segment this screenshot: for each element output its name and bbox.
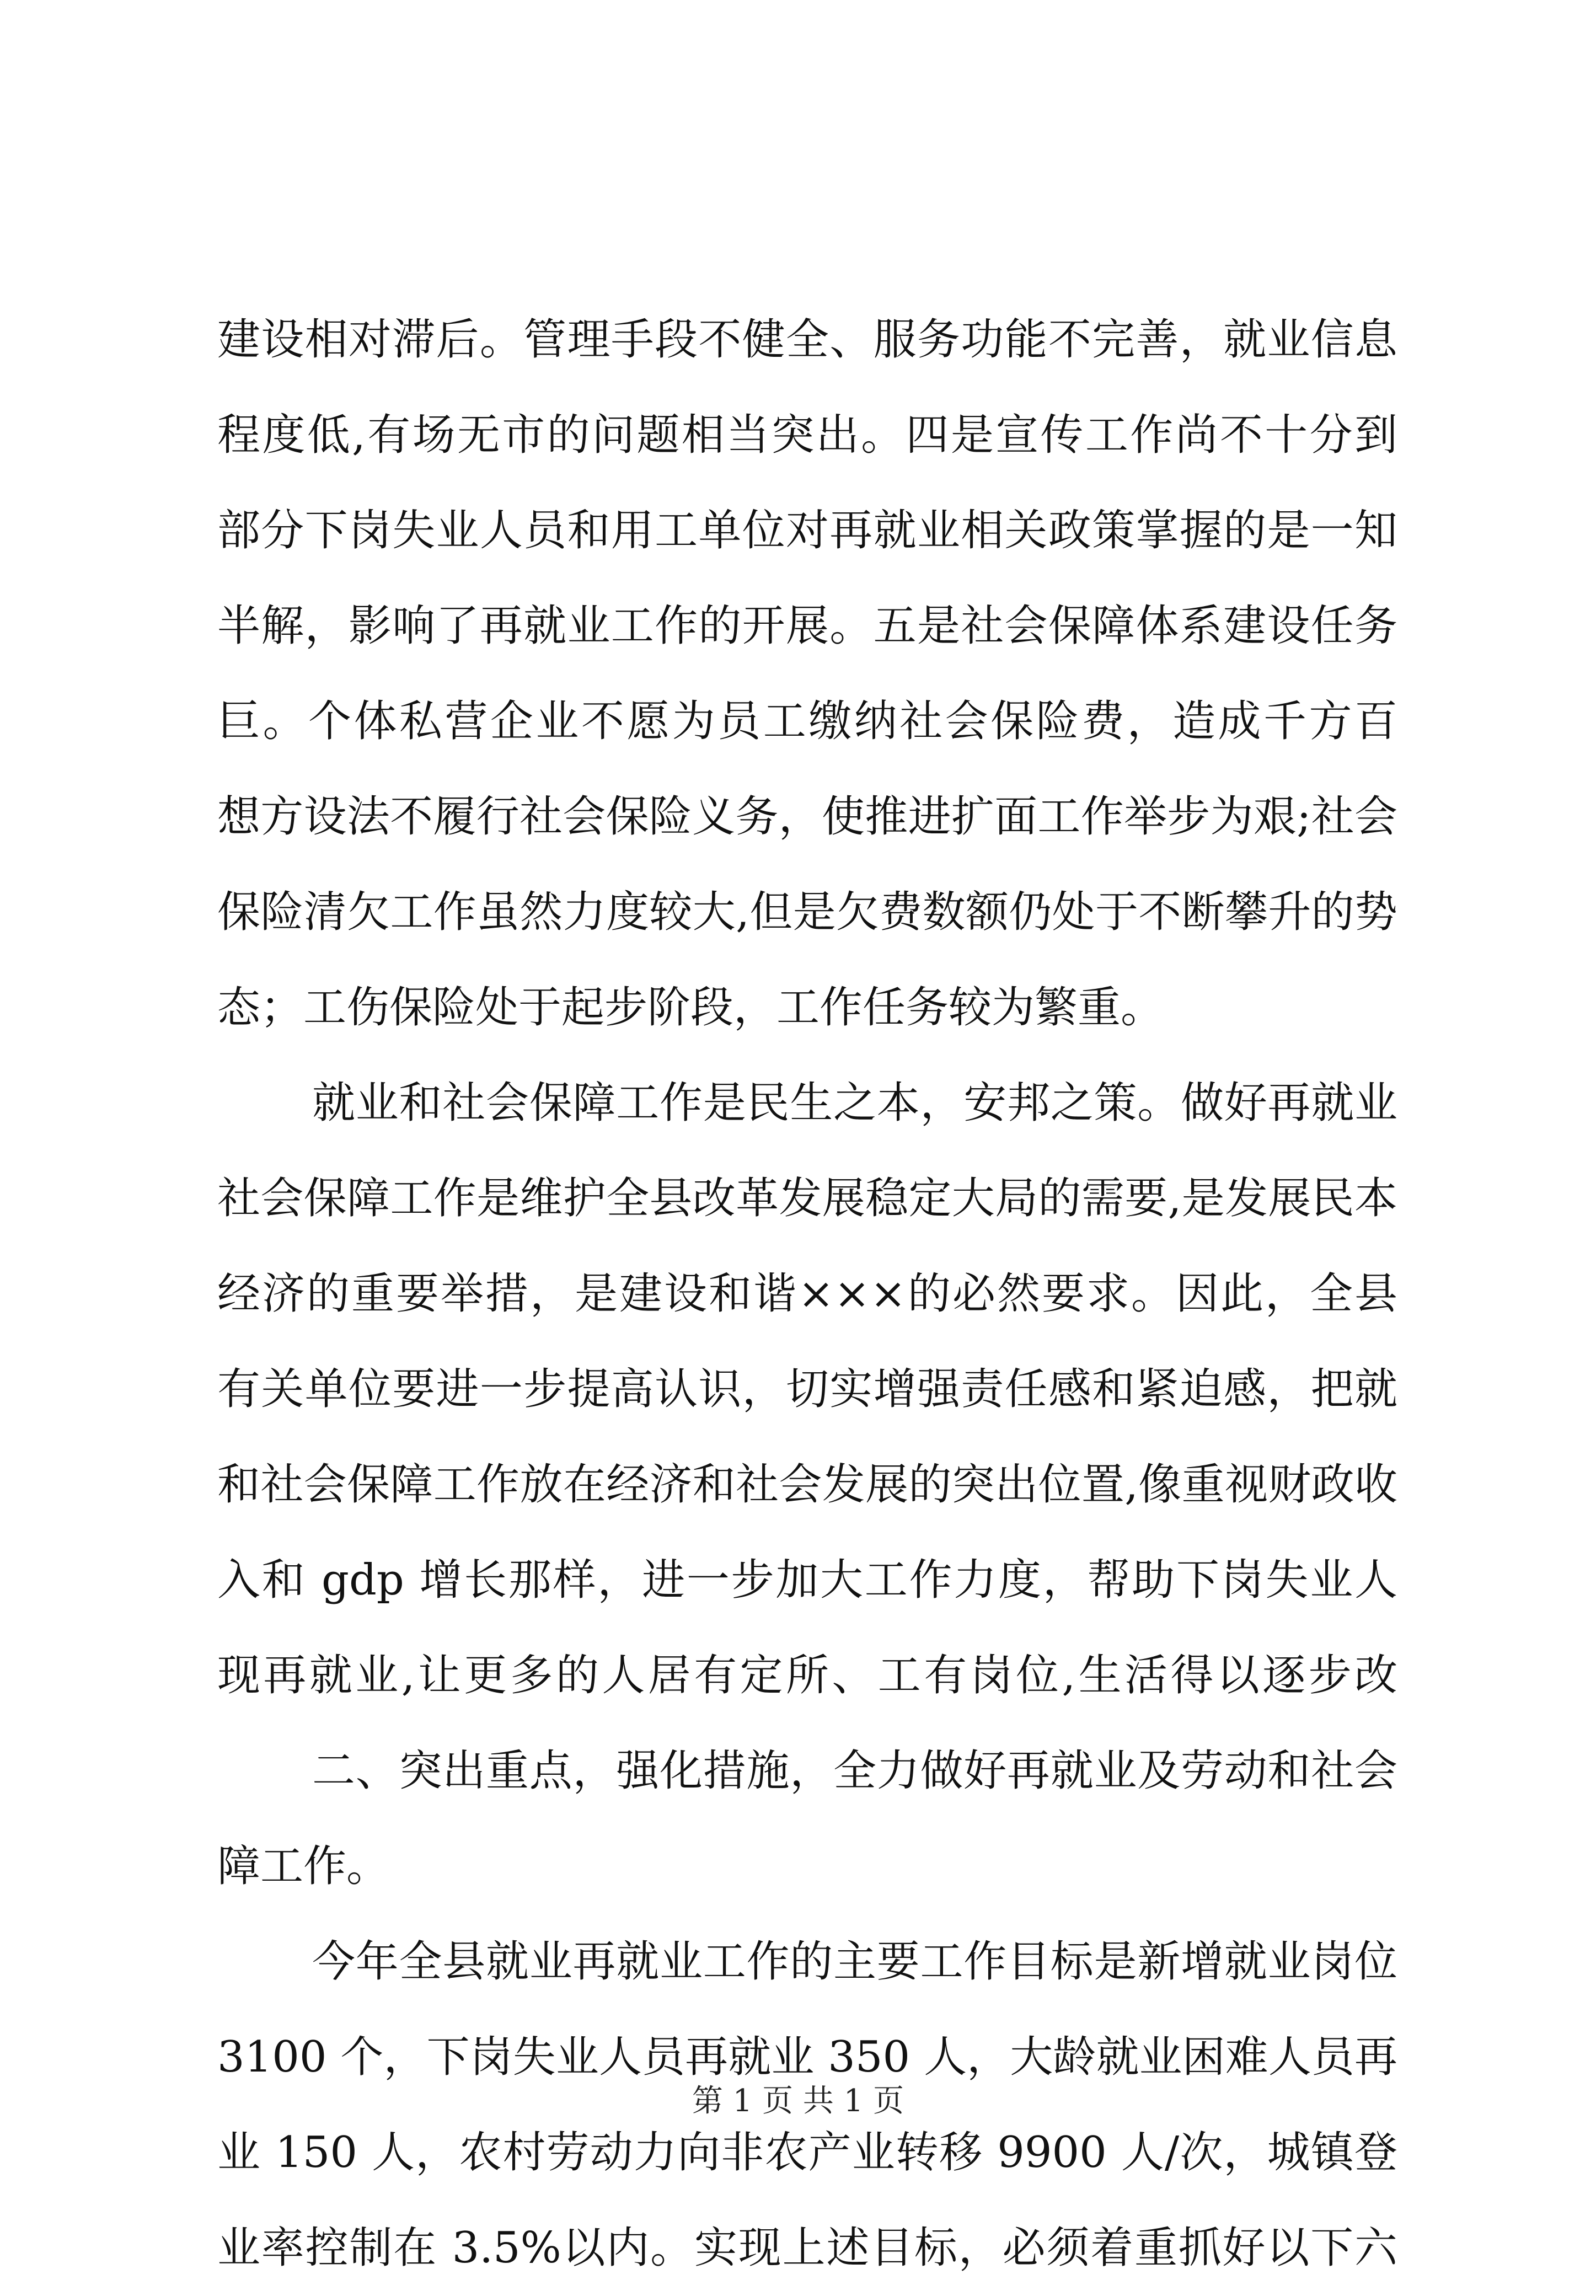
text-line: 和社会保障工作放在经济和社会发展的突出位置,像重视财政收 [217, 1460, 1397, 1510]
text-line: 半解，影响了再就业工作的开展。五是社会保障体系建设任务 [217, 601, 1397, 651]
page-number-footer: 第 1 页 共 1 页 [692, 2083, 904, 2119]
document-body [217, 292, 1397, 2296]
text-line: 态；工伤保险处于起步阶段，工作任务较为繁重。 [217, 983, 1164, 1032]
text-line: 业率控制在 3.5%以内。实现上述目标，必须着重抓好以下六 [217, 2223, 1397, 2273]
text-line: 现再就业,让更多的人居有定所、工有岗位,生活得以逐步改 [217, 1651, 1397, 1700]
text-line: 建设相对滞后。管理手段不健全、服务功能不完善，就业信息 [217, 315, 1397, 365]
section-heading-line: 障工作。 [217, 1842, 390, 1891]
text-line: 巨。个体私营企业不愿为员工缴纳社会保险费，造成千方百 [217, 697, 1397, 746]
text-line: 想方设法不履行社会保险义务，使推进扩面工作举步为艰;社会 [217, 792, 1397, 842]
text-line: 社会保障工作是维护全县改革发展稳定大局的需要,是发展民本 [217, 1174, 1397, 1223]
text-line: 业 150 人，农村劳动力向非农产业转移 9900 人/次，城镇登 [217, 2128, 1397, 2177]
text-line: 有关单位要进一步提高认识，切实增强责任感和紧迫感，把就 [217, 1364, 1397, 1414]
section-heading-line: 二、突出重点，强化措施，全力做好再就业及劳动和社会 [312, 1746, 1397, 1796]
text-line: 就业和社会保障工作是民生之本，安邦之策。做好再就业 [312, 1078, 1397, 1128]
text-line: 程度低,有场无市的问题相当突出。四是宣传工作尚不十分到 [217, 410, 1397, 460]
text-line: 今年全县就业再就业工作的主要工作目标是新增就业岗位 [312, 1937, 1397, 1987]
text-line: 经济的重要举措，是建设和谐×××的必然要求。因此，全县 [217, 1269, 1397, 1319]
text-line: 保险清欠工作虽然力度较大,但是欠费数额仍处于不断攀升的势 [217, 887, 1397, 937]
text-line: 入和 gdp 增长那样，进一步加大工作力度，帮助下岗失业人 [217, 1555, 1397, 1605]
text-line: 部分下岗失业人员和用工单位对再就业相关政策掌握的是一知 [217, 506, 1397, 555]
text-line: 3100 个，下岗失业人员再就业 350 人，大龄就业困难人员再 [217, 2032, 1397, 2082]
